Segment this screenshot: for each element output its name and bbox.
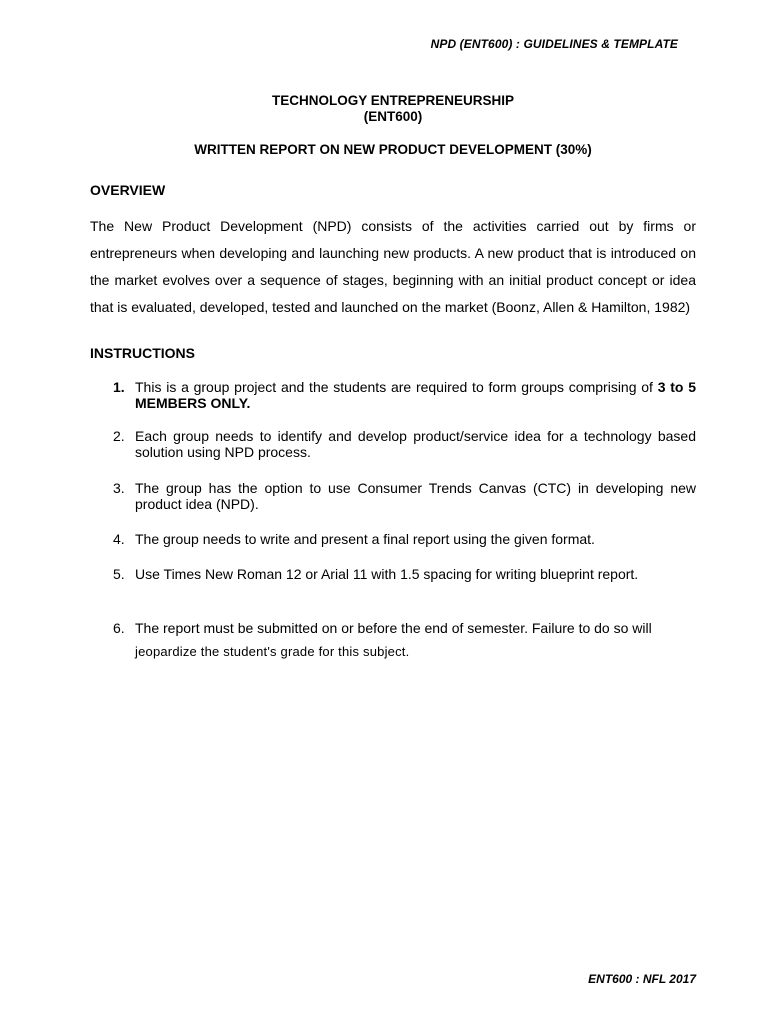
- instruction-text: The group needs to write and present a final report using the given format.: [135, 531, 595, 547]
- instruction-text: Use Times New Roman 12 or Arial 11 with 1.5 spacing for writing blueprint report.: [135, 566, 639, 582]
- instruction-item-1: [113, 379, 696, 411]
- instruction-text: [135, 379, 696, 411]
- instruction-number: 1.: [113, 379, 125, 395]
- instruction-text-line: The report must be submitted on or before the end of semester. Failure to do so will: [135, 620, 652, 636]
- overview-heading: OVERVIEW: [90, 182, 166, 198]
- instruction-item-6: [113, 616, 696, 664]
- title-line-course-name: TECHNOLOGY ENTREPRENEURSHIP: [271, 93, 515, 108]
- overview-paragraph: The New Product Development (NPD) consists of the activities carried out by firms or entrepreneurs when developing and launching new products. A new product that is introduced on the market evolves over a sequence of stages, beginning with an initial product concept or idea that is evaluated, developed, tested and launched on the market (Boonz, Allen & Hamilton, 1982): [90, 218, 696, 315]
- instruction-number: 4.: [113, 531, 125, 547]
- document-subtitle: WRITTEN REPORT ON NEW PRODUCT DEVELOPMENT (30%): [194, 142, 592, 157]
- instruction-number: 5.: [113, 566, 125, 582]
- instruction-item-2: [113, 428, 696, 460]
- running-footer: ENT600 : NFL 2017: [588, 972, 696, 986]
- instruction-text: Each group needs to identify and develop product/service idea for a technology based solution using NPD process.: [135, 428, 696, 460]
- instruction-text: [135, 616, 696, 664]
- instruction-text-continuation: jeopardize the student's grade for this subject.: [135, 644, 410, 659]
- instruction-text-regular: This is a group project and the students are required to form groups comprising of: [135, 379, 658, 395]
- instruction-text-bold: 3 to 5 MEMBERS ONLY.: [135, 379, 696, 411]
- instruction-item-3: [113, 480, 696, 512]
- instruction-item-5: [113, 566, 696, 582]
- instruction-text: The group has the option to use Consumer Trends Canvas (CTC) in developing new product idea (NPD).: [135, 480, 696, 512]
- instructions-heading: INSTRUCTIONS: [90, 345, 195, 361]
- instruction-number: 3.: [113, 480, 125, 496]
- document-title: [90, 93, 696, 125]
- instruction-item-4: [113, 531, 696, 547]
- instruction-number: 2.: [113, 428, 125, 444]
- running-header: NPD (ENT600) : GUIDELINES & TEMPLATE: [430, 37, 678, 51]
- instruction-number: 6.: [113, 620, 125, 636]
- title-line-course-code: (ENT600): [363, 109, 423, 124]
